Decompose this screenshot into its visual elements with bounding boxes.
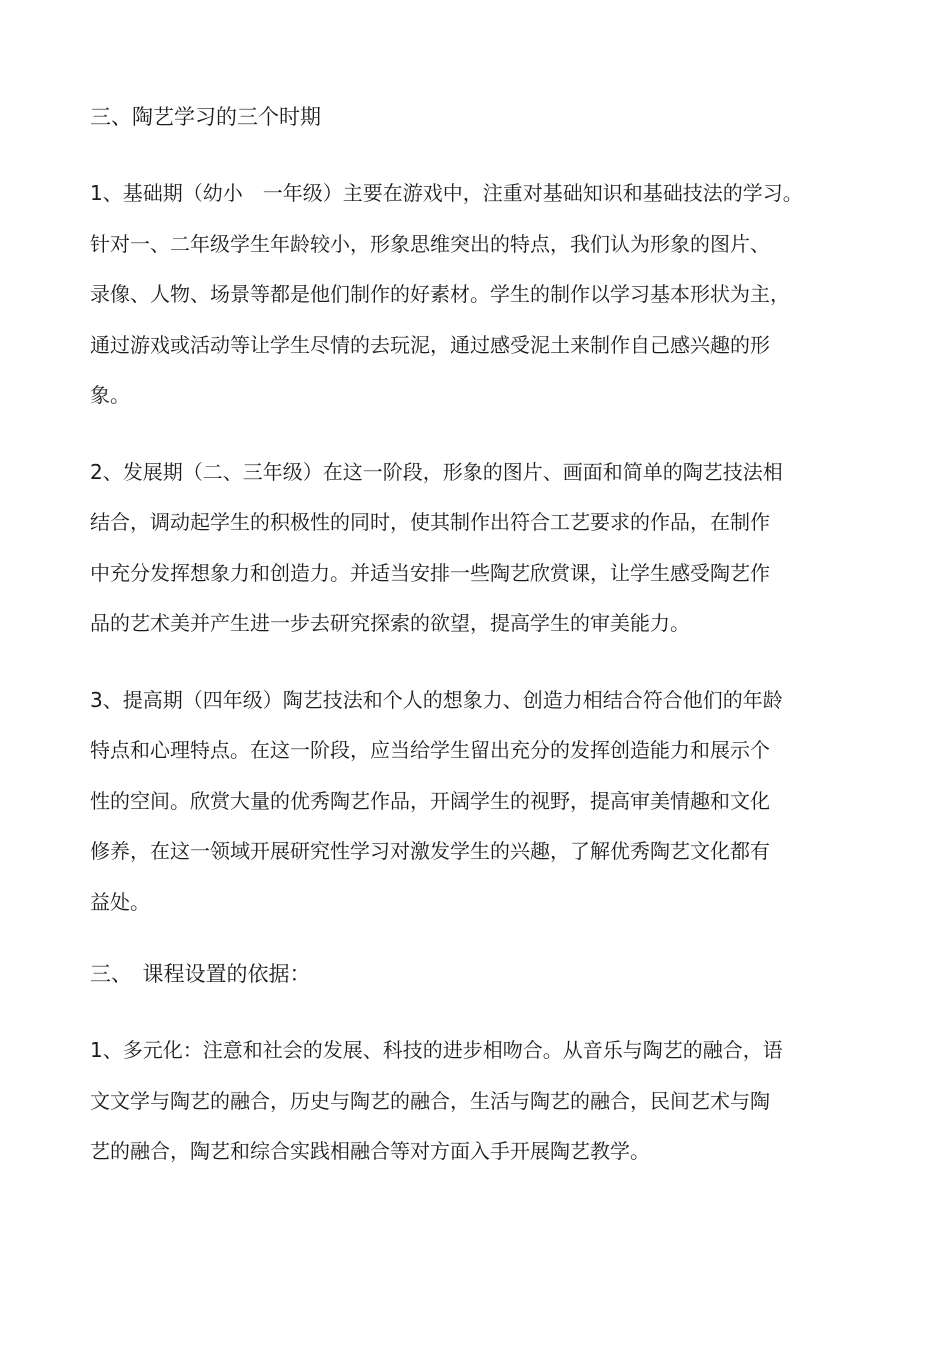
text-line: 2、发展期（二、三年级）在这一阶段，形象的图片、画面和简单的陶艺技法相 (90, 459, 783, 484)
text-line: 录像、人物、场景等都是他们制作的好素材。学生的制作以学习基本形状为主， (90, 282, 790, 306)
text-line: 修养，在这一领域开展研究性学习对激发学生的兴趣，了解优秀陶艺文化都有 (90, 839, 770, 863)
paragraph-diversification (90, 1025, 830, 1177)
text-line: 品的艺术美并产生进一步去研究探索的欲望，提高学生的审美能力。 (90, 611, 690, 635)
paragraph-advanced-stage (90, 675, 830, 928)
text-line: 文文学与陶艺的融合，历史与陶艺的融合，生活与陶艺的融合，民间艺术与陶 (90, 1088, 770, 1113)
text-line: 1、多元化：注意和社会的发展、科技的进步相吻合。从音乐与陶艺的融合，语 (90, 1038, 783, 1062)
text-line: 3、提高期（四年级）陶艺技法和个人的想象力、创造力相结合符合他们的年龄 (90, 687, 783, 712)
paragraph-development-stage (90, 447, 830, 649)
paragraph-foundation-stage (90, 168, 830, 421)
text-line: 通过游戏或活动等让学生尽情的去玩泥，通过感受泥土来制作自己感兴趣的形 (90, 332, 770, 357)
text-line: 结合，调动起学生的积极性的同时，使其制作出符合工艺要求的作品，在制作 (90, 510, 770, 534)
document-body (90, 92, 830, 1203)
text-line: 中充分发挥想象力和创造力。并适当安排一些陶艺欣赏课，让学生感受陶艺作 (90, 560, 770, 585)
text-line: 象。 (90, 383, 130, 407)
section-heading: 三、陶艺学习的三个时期 (90, 105, 321, 129)
section-heading: 三、 课程设置的依据： (90, 962, 311, 986)
text-line: 性的空间。欣赏大量的优秀陶艺作品，开阔学生的视野，提高审美情趣和文化 (90, 788, 770, 813)
text-line: 1、基础期（幼小 一年级）主要在游戏中，注重对基础知识和基础技法的学习。 (90, 181, 803, 205)
text-line: 艺的融合，陶艺和综合实践相融合等对方面入手开展陶艺教学。 (90, 1139, 650, 1163)
text-line: 针对一、二年级学生年龄较小，形象思维突出的特点，我们认为形象的图片、 (90, 231, 770, 256)
text-line: 益处。 (90, 889, 150, 914)
text-line: 特点和心理特点。在这一阶段，应当给学生留出充分的发挥创造能力和展示个 (90, 738, 770, 762)
